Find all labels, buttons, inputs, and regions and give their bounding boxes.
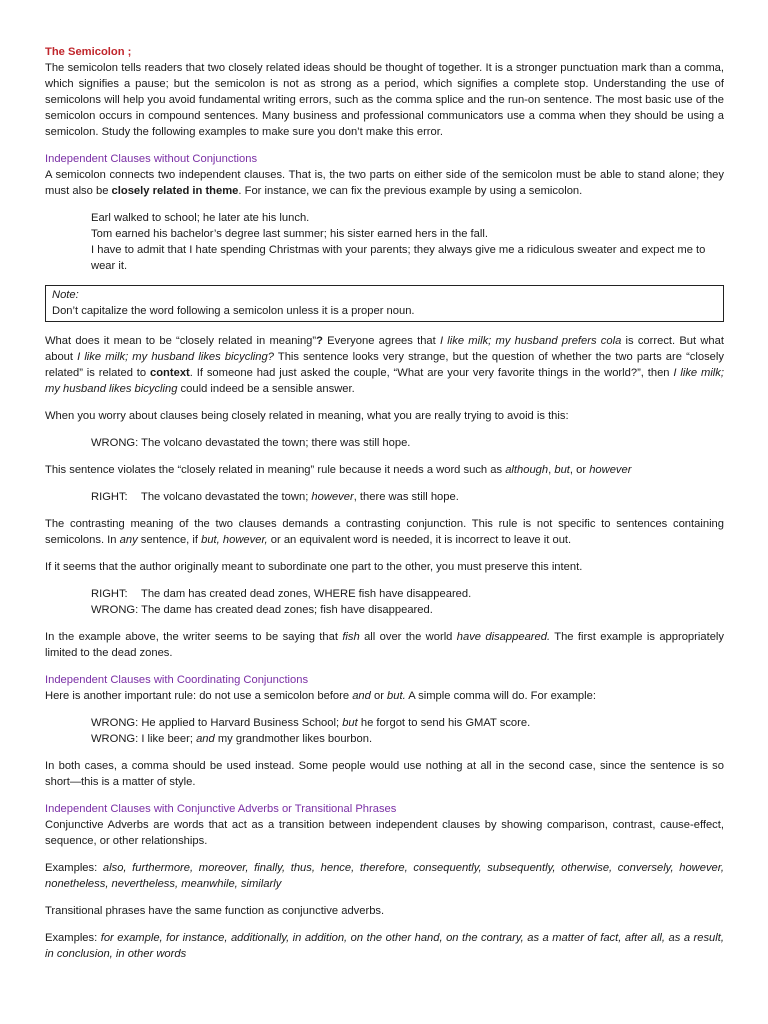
paragraph-subordinate: If it seems that the author originally meant to subordinate one part to the other, you must preserve this intent.	[45, 561, 583, 573]
example-right-line: RIGHT: The dam has created dead zones, WHERE fish have disappeared.	[91, 588, 472, 600]
section-heading-coordinating: Independent Clauses with Coordinating Conjunctions	[45, 674, 309, 686]
example-line: I have to admit that I hate spending Christmas with your parents; they always give me a ridiculous sweater and expect me to wear it.	[91, 244, 706, 272]
paragraph-another-rule: Here is another important rule: do not use a semicolon before and or but. A simple comma will do. For example:	[45, 690, 596, 702]
examples-block-dam	[45, 586, 724, 618]
paragraph-conjunctive-adverbs: Conjunctive Adverbs are words that act as a transition between independent clauses by showing comparison, contrast, cause-effect, sequence, or other relationships.	[45, 819, 724, 847]
example-wrong-line: WRONG: He applied to Harvard Business School; but he forgot to send his GMAT score.	[91, 717, 531, 729]
example-line: Tom earned his bachelor’s degree last summer; his sister earned hers in the fall.	[91, 228, 488, 240]
paragraph-contrasting: The contrasting meaning of the two clauses demands a contrasting conjunction. This rule is not specific to sentences containing semicolons. In any sentence, if but, however, or an equivalent word is needed, it is incorrect to leave it out.	[45, 518, 724, 546]
note-label: Note:	[52, 289, 79, 301]
examples-block-coordinating	[45, 715, 724, 747]
examples-block-1	[45, 210, 724, 274]
paragraph-worry: When you worry about clauses being closely related in meaning, what you are really trying to avoid is this:	[45, 410, 569, 422]
note-box	[45, 285, 724, 322]
example-line: Earl walked to school; he later ate his lunch.	[91, 212, 310, 224]
paragraph-examples-adverbs: Examples: also, furthermore, moreover, finally, thus, hence, therefore, consequently, subsequently, otherwise, conversely, however, nonetheless, nevertheless, meanwhile, similarly	[45, 862, 724, 890]
paragraph-violates: This sentence violates the “closely related in meaning” rule because it needs a word such as although, but, or however	[45, 464, 632, 476]
example-right-line: RIGHT: The volcano devastated the town; however, there was still hope.	[91, 491, 459, 503]
example-wrong-line: WRONG: I like beer; and my grandmother likes bourbon.	[91, 733, 373, 745]
examples-block-wrong1	[45, 435, 724, 451]
paragraph-semicolon-connects: A semicolon connects two independent clauses. That is, the two parts on either side of the semicolon must be able to stand alone; they must also be closely related in theme. For instance, we can fix the previous example by using a semicolon.	[45, 169, 724, 197]
paragraph-transitional: Transitional phrases have the same function as conjunctive adverbs.	[45, 905, 385, 917]
section-heading-conjunctive-adverbs: Independent Clauses with Conjunctive Adverbs or Transitional Phrases	[45, 803, 397, 815]
paragraph-example-above: In the example above, the writer seems to be saying that fish all over the world have disappeared. The first example is appropriately limited to the dead zones.	[45, 631, 724, 659]
examples-block-right1	[45, 489, 724, 505]
example-wrong-line: WRONG: The volcano devastated the town; there was still hope.	[91, 437, 411, 449]
paragraph-both-cases: In both cases, a comma should be used instead. Some people would use nothing at all in the second case, since the sentence is so short—this is a matter of style.	[45, 760, 724, 788]
doc-title: The Semicolon ;	[45, 46, 132, 58]
paragraph-closely-related: What does it mean to be “closely related in meaning”? Everyone agrees that I like milk; my husband prefers cola is correct. But what about I like milk; my husband likes bicycling? This sentence looks very strange, but the question of whether the two parts are “closely related” is related to context. If someone had just asked the couple, “What are your very favorite things in the world?”, then I like milk; my husband likes bicycling could indeed be a sensible answer.	[45, 335, 724, 395]
paragraph-examples-phrases: Examples: for example, for instance, additionally, in addition, on the other hand, on the contrary, as a matter of fact, after all, as a result, in conclusion, in other words	[45, 932, 724, 960]
intro-paragraph: The semicolon tells readers that two closely related ideas should be thought of together. It is a stronger punctuation mark than a comma, which signifies a pause; but the semicolon is not as strong as a period, which signifies a complete stop. Understanding the use of semicolons will help you avoid fundamental writing errors, such as the comma splice and the run-on sentence. The most basic use of the semicolon occurs in compound sentences. Many business and professional communicators use a comma when they should be using a semicolon. Study the following examples to make sure you don’t make this error.	[45, 62, 724, 138]
section-heading-without-conjunctions: Independent Clauses without Conjunctions	[45, 153, 258, 165]
note-text: Don’t capitalize the word following a semicolon unless it is a proper noun.	[52, 305, 415, 317]
example-wrong-line: WRONG: The dame has created dead zones; fish have disappeared.	[91, 604, 433, 616]
